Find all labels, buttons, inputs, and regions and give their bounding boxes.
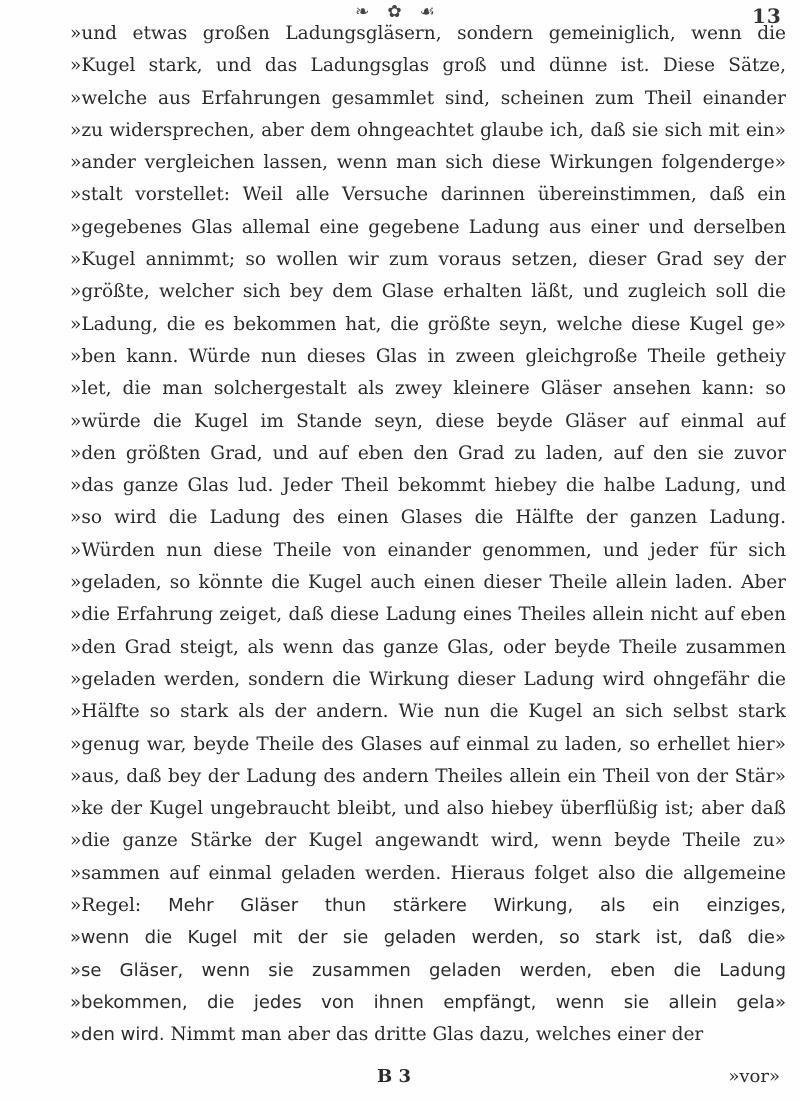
text-line: »gegebenes Glas allemal eine gegebene Ladung aus einer und derselben: [70, 216, 786, 238]
text-line: »geladen werden, sondern die Wirkung dieser Ladung wird ohngefähr die: [70, 668, 786, 690]
text-line: »und etwas großen Ladungsgläsern, sondern gemeiniglich, wenn die: [70, 23, 786, 44]
text-line: »ben kann. Würde nun dieses Glas in zween gleichgroße Theile getheiу: [70, 345, 786, 367]
text-line: »so wird die Ladung des einen Glases die Hälfte der ganzen Ladung.: [70, 507, 786, 529]
signature-mark: B 3: [377, 1066, 412, 1087]
text-line: »Hälfte so stark als der andern. Wie nun die Kugel an sich selbst stark: [70, 701, 786, 723]
text-line: »den größten Grad, und auf eben den Grad zu laden, auf den sie zuvor: [70, 442, 786, 464]
page-number: 13: [752, 4, 782, 28]
text-line: »ke der Kugel ungebraucht bleibt, und also hiebey überflüßig ist; aber daß: [70, 798, 786, 820]
text-line: »zu widersprechen, aber dem ohngeachtet glaube ich, daß sie sich mit ein»: [70, 119, 786, 141]
rule-line: »se Gläser, wenn sie zusammen geladen werden, eben die Ladung: [70, 959, 786, 981]
rule-emphasis-end: »den wird.: [70, 1024, 165, 1046]
text-line-tail: Nimmt man aber das dritte Glas dazu, welches einer der: [170, 1024, 704, 1046]
text-line: »genug war, beyde Theile des Glases auf einmal zu laden, so erhellet hier»: [70, 733, 786, 755]
text-line: »Kugel annimmt; so wollen wir zum voraus setzen, dieser Grad sey der: [70, 249, 786, 271]
body-text: [70, 18, 786, 1052]
text-line: »größte, welcher sich bey dem Glase erhalten läßt, und zugleich soll die: [70, 281, 786, 303]
text-line: »sammen auf einmal geladen werden. Hieraus folget also die allgemeine: [70, 862, 786, 884]
text-line: »den Grad steigt, als wenn das ganze Glas, oder beyde Theile zusammen: [70, 636, 786, 658]
rule-label: »Regel:: [70, 895, 142, 917]
text-line: »geladen, so könnte die Kugel auch einen dieser Theile allein laden. Aber: [70, 572, 786, 594]
text-line: »let, die man solchergestalt als zwey kleinere Gläser ansehen kann: so: [70, 378, 786, 400]
catchword: »vor»: [728, 1066, 780, 1087]
ornament-right-icon: ☙: [419, 1, 435, 22]
text-line: »die Erfahrung zeiget, daß diese Ladung eines Theiles allein nicht auf eben: [70, 604, 786, 626]
text-line: »die ganze Stärke der Kugel angewandt wird, wenn beyde Theile zu»: [70, 830, 786, 852]
rule-line: »bekommen, die jedes von ihnen empfängt, wenn sie allein gela»: [70, 991, 786, 1013]
text-line: »stalt vorstellet: Weil alle Versuche darinnen übereinstimmen, daß ein: [70, 184, 786, 206]
text-line: »welche aus Erfahrungen gesammlet sind, scheinen zum Theil einander: [70, 87, 786, 109]
text-line: »würde die Kugel im Stande seyn, diese beyde Gläser auf einmal auf: [70, 410, 786, 432]
text-line: [70, 1019, 786, 1051]
rule-emphasis: Mehr Gläser thun stärkere Wirkung, als ein einziges,: [168, 895, 786, 917]
text-line: »Ladung, die es bekommen hat, die größte seyn, welche diese Kugel ge»: [70, 313, 786, 335]
page-footer: [70, 1066, 786, 1098]
text-line: »ander vergleichen lassen, wenn man sich diese Wirkungen folgenderge»: [70, 152, 786, 174]
rule-line: »wenn die Kugel mit der sie geladen werden, so stark ist, daß die»: [70, 927, 786, 949]
text-line: »das ganze Glas lud. Jeder Theil bekommt hiebey die halbe Ladung, und: [70, 475, 786, 497]
rule-line: [70, 890, 786, 922]
text-line: »aus, daß bey der Ladung des andern Theiles allein ein Theil von der Stär»: [70, 765, 786, 787]
text-line: »Würden nun diese Theile von einander genommen, und jeder für sich: [70, 539, 786, 561]
text-line: »Kugel stark, und das Ladungsglas groß und dünne ist. Diese Sätze,: [70, 55, 786, 77]
ornament-left-icon: ❧: [355, 1, 370, 22]
ornament-center-icon: ✿: [387, 1, 402, 22]
